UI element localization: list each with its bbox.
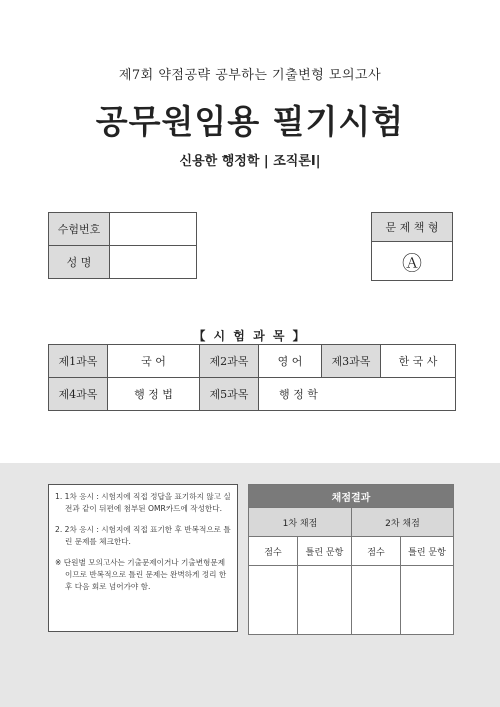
subject-label: 제1과목 xyxy=(49,345,108,378)
wrong-questions-header: 틀린 문항 xyxy=(298,537,352,566)
wrong-questions-header: 틀린 문항 xyxy=(401,537,454,566)
exam-section-label: 신용한 행정학 | 조직론Ⅰ| xyxy=(179,154,321,169)
score-cell[interactable] xyxy=(249,566,298,635)
second-grading-label: 2차 채점 xyxy=(352,508,454,537)
subject-label: 제5과목 xyxy=(200,378,259,411)
wrong-questions-cell[interactable] xyxy=(298,566,352,635)
question-type-box xyxy=(371,212,453,281)
subject-value: 한 국 사 xyxy=(381,345,456,378)
page-title: 공무원임용 필기시험 xyxy=(95,102,405,141)
subject-value: 행 정 학 xyxy=(259,378,456,411)
subjects-table xyxy=(48,344,456,411)
grading-title: 채점결과 xyxy=(249,485,454,508)
instruction-item: 1. 1차 응시 : 시험지에 직접 정답을 표기하지 않고 실전과 같이 뒤편에 첨부된 OMR카드에 작성한다. xyxy=(55,492,231,513)
subject-label: 제4과목 xyxy=(49,378,108,411)
instructions-box xyxy=(48,484,238,632)
instruction-item: ※ 단원별 모의고사는 기출문제이거나 기출변형문제이므로 반복적으로 틀린 문제는 완벽하게 정리 한 후 다음 회로 넘어가야 함. xyxy=(55,558,227,591)
first-grading-label: 1차 채점 xyxy=(249,508,352,537)
exam-series-subtitle: 제7회 약점공략 공부하는 기출변형 모의고사 xyxy=(118,68,382,83)
score-header: 점수 xyxy=(249,537,298,566)
exam-number-field[interactable] xyxy=(110,213,197,246)
score-cell[interactable] xyxy=(352,566,401,635)
instruction-item: 2. 2차 응시 : 시험지에 직접 표기한 후 반복적으로 틀린 문제를 체크한다. xyxy=(55,525,231,546)
question-type-label: 문 제 책 형 xyxy=(372,213,453,242)
subject-value: 행 정 법 xyxy=(108,378,200,411)
subject-label: 제2과목 xyxy=(200,345,259,378)
subject-value: 국 어 xyxy=(108,345,200,378)
name-label: 성 명 xyxy=(49,246,110,279)
grading-result-table xyxy=(248,484,454,635)
wrong-questions-cell[interactable] xyxy=(401,566,454,635)
subject-value: 영 어 xyxy=(259,345,322,378)
name-field[interactable] xyxy=(110,246,197,279)
examinee-info-table xyxy=(48,212,197,279)
question-type-value: Ⓐ xyxy=(372,242,453,281)
subject-label: 제3과목 xyxy=(322,345,381,378)
exam-number-label: 수험번호 xyxy=(49,213,110,246)
score-header: 점수 xyxy=(352,537,401,566)
subjects-heading: 【 시 험 과 목 】 xyxy=(193,329,307,343)
